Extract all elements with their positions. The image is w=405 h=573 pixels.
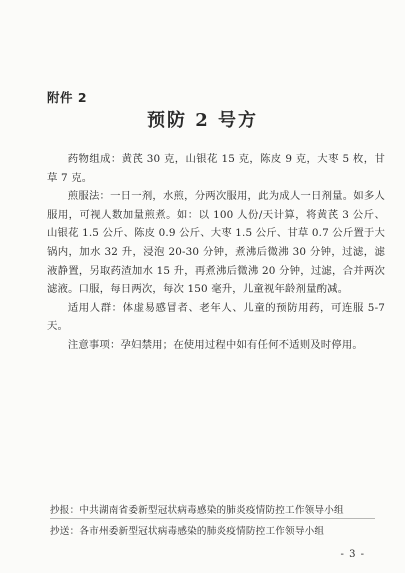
paragraph-decoction-method: 煎服法：一日一剂，水煎，分两次服用，此为成人一日剂量。如多人服用，可视人数加量煎煮。如：以 100 人份/天计算，将黄芪 3 公斤、山银花 1.5 公斤、陈皮 0.9 公斤、大枣 1.5 公斤、甘草 0.7 公斤置于大锅内，加水 32 升，浸泡 20-30 分钟，煮沸后微沸 30 分钟，过滤，滤液静置，另取药渣加水 15 升，再煮沸后微沸 20 分钟，过滤，合并两次滤液。口服，每日两次，每次 150 毫升，儿童视年龄剂量酌减。 [47, 190, 385, 296]
paragraph-precautions: 注意事项：孕妇禁用；在使用过程中如有任何不适则及时停用。 [67, 338, 363, 351]
footer-report-to: 抄报：中共湖南省委新型冠状病毒感染的肺炎疫情防控工作领导小组 [50, 505, 344, 516]
footer-divider [50, 518, 375, 519]
document-body [47, 150, 385, 355]
document-title: 预防 2 号方 [146, 110, 259, 131]
page-number: - 3 - [340, 549, 365, 560]
paragraph-target-population: 适用人群：体虚易感冒者、老年人、儿童的预防用药，可连服 5-7 天。 [47, 301, 385, 333]
paragraph-ingredients: 药物组成：黄芪 30 克，山银花 15 克，陈皮 9 克，大枣 5 枚，甘草 7 克。 [47, 153, 385, 184]
attachment-label: 附件 2 [47, 90, 88, 105]
footer-copy-to: 抄送：各市州委新型冠状病毒感染的肺炎疫情防控工作领导小组 [50, 526, 325, 537]
